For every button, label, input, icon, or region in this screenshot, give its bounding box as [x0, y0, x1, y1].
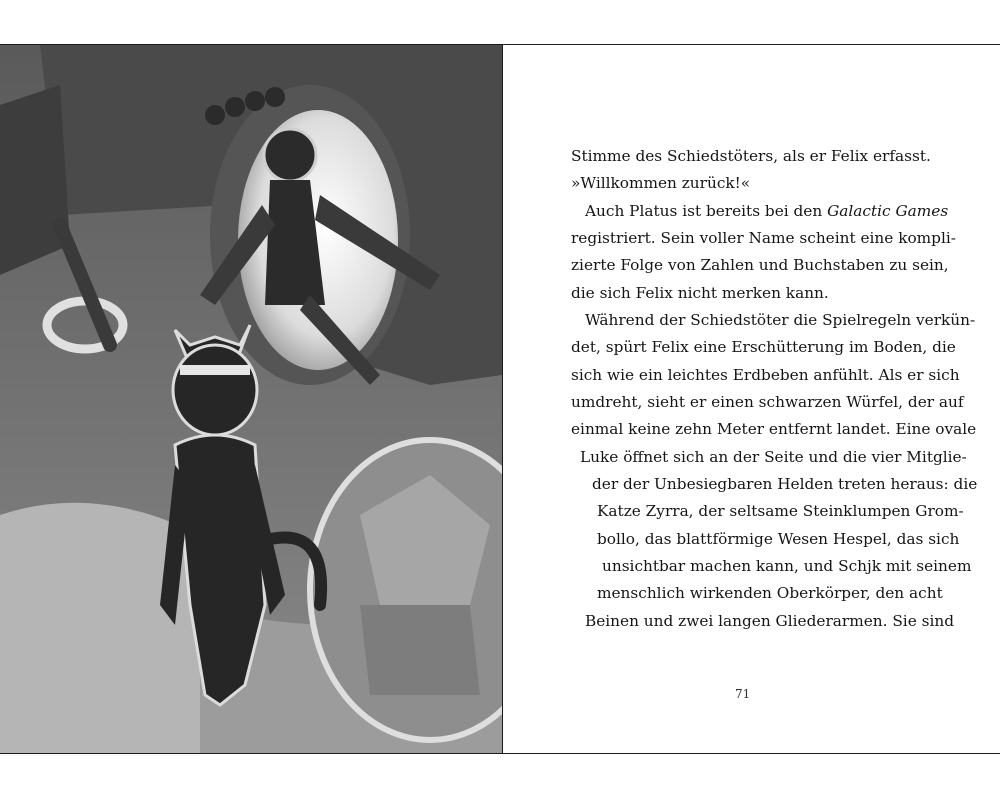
text-line: bollo, das blattförmige Wesen Hespel, das sich	[597, 530, 960, 548]
illustration-page	[0, 45, 502, 753]
text-line: Während der Schiedstöter die Spielregeln verkün-	[585, 311, 976, 329]
hull-panel	[0, 85, 70, 275]
illustration-image	[0, 45, 502, 753]
text-line: umdreht, sieht er einen schwarzen Würfel, der auf	[571, 393, 964, 411]
text-line: Luke öffnet sich an der Seite und die vier Mitglie-	[580, 448, 967, 466]
headband	[180, 365, 250, 375]
text-line	[585, 201, 1000, 221]
text-page	[502, 45, 1000, 753]
book-spread	[0, 45, 1000, 753]
text-line: Beinen und zwei langen Gliederarmen. Sie sind	[585, 612, 955, 630]
text-line: sich wie ein leichtes Erdbeben anfühlt. Als er sich	[571, 366, 960, 384]
text-line: zierte Folge von Zahlen und Buchstaben zu sein,	[571, 256, 949, 274]
text-line: Stimme des Schiedstöters, als er Felix erfasst.	[571, 147, 931, 165]
text-line-part: Auch Platus ist bereits bei den	[585, 202, 828, 220]
text-line: der der Unbesiegbaren Helden treten heraus: die	[592, 475, 978, 493]
text-line: menschlich wirkenden Oberkörper, den acht	[597, 584, 943, 602]
text-line: unsichtbar machen kann, und Schjk mit seinem	[602, 557, 972, 575]
stone-chunk-lower	[360, 605, 480, 695]
text-line: einmal keine zehn Meter entfernt landet. Eine ovale	[571, 420, 977, 438]
page-bottom-edge	[0, 753, 1000, 754]
text-line: registriert. Sein voller Name scheint eine kompli-	[571, 229, 956, 247]
text-line: Katze Zyrra, der seltsame Steinklumpen Grom-	[597, 502, 964, 520]
text-line: det, spürt Felix eine Erschütterung im Boden, die	[571, 338, 956, 356]
italic-title: Galactic Games	[827, 202, 949, 220]
text-line: die sich Felix nicht merken kann.	[571, 284, 829, 302]
text-line: »Willkommen zurück!«	[571, 174, 751, 192]
page-number: 71	[735, 687, 751, 701]
